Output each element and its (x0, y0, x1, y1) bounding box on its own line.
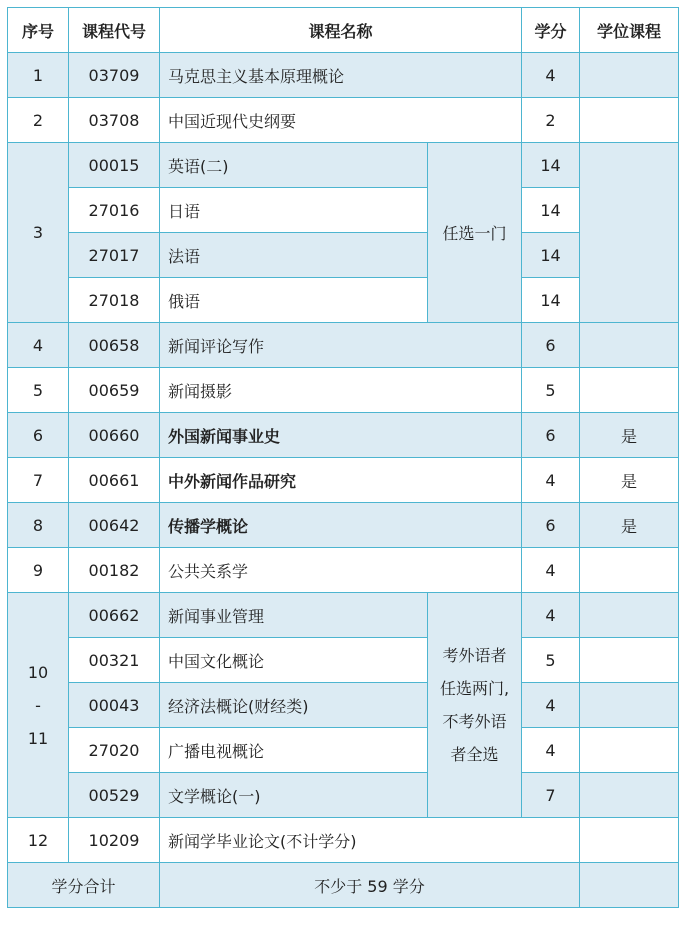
table-row (8, 53, 679, 98)
group10-note-line: 任选两门, (439, 679, 510, 698)
total-value: 不少于 59 学分 (160, 863, 580, 908)
group10-note (428, 593, 522, 818)
group10-note-line: 者全选 (450, 745, 499, 764)
row-course-name: 中国近现代史纲要 (160, 98, 522, 143)
row-code: 00658 (69, 323, 160, 368)
row-course-name: 新闻摄影 (160, 368, 522, 413)
row-credit: 4 (522, 593, 580, 638)
row-code: 27020 (69, 728, 160, 773)
header-degree: 学位课程 (580, 8, 679, 53)
row-degree (580, 728, 679, 773)
row-code: 00662 (69, 593, 160, 638)
row-no: 8 (8, 503, 69, 548)
row-no: 7 (8, 458, 69, 503)
row-course-name: 传播学概论 (160, 503, 522, 548)
row-code: 27017 (69, 233, 160, 278)
row-credit: 7 (522, 773, 580, 818)
row-credit: 14 (522, 233, 580, 278)
table-row (8, 458, 679, 503)
table-row (8, 143, 679, 188)
table-row (8, 233, 679, 278)
row-no: 3 (8, 143, 69, 323)
row-code: 00182 (69, 548, 160, 593)
group3-note: 任选一门 (428, 143, 522, 323)
row-degree (580, 143, 679, 323)
table-row (8, 368, 679, 413)
header-name: 课程名称 (160, 8, 522, 53)
row-no: 1 (8, 53, 69, 98)
row-code: 00660 (69, 413, 160, 458)
row-degree (580, 773, 679, 818)
row-credit: 6 (522, 413, 580, 458)
table-row (8, 773, 679, 818)
row-credit: 2 (522, 98, 580, 143)
table-row (8, 98, 679, 143)
group10-note-line: 考外语者 (442, 646, 507, 665)
row-no: 9 (8, 548, 69, 593)
row-code: 00642 (69, 503, 160, 548)
row-no: 12 (8, 818, 69, 863)
group10-note-line: 不考外语 (442, 712, 507, 731)
row-credit: 14 (522, 143, 580, 188)
row-credit: 14 (522, 278, 580, 323)
row-course-name: 外国新闻事业史 (160, 413, 522, 458)
header-row (8, 8, 679, 53)
row-course-name: 新闻学毕业论文(不计学分) (160, 818, 580, 863)
row-degree: 是 (580, 413, 679, 458)
row-code: 03708 (69, 98, 160, 143)
table-row (8, 818, 679, 863)
row-course-name: 新闻事业管理 (160, 593, 428, 638)
row-course-name: 广播电视概论 (160, 728, 428, 773)
table-row (8, 593, 679, 638)
table-row (8, 638, 679, 683)
row-degree (580, 323, 679, 368)
row-course-name: 文学概论(一) (160, 773, 428, 818)
course-table-container (7, 7, 679, 908)
row-credit: 4 (522, 728, 580, 773)
row-code: 00529 (69, 773, 160, 818)
row-credit: 4 (522, 458, 580, 503)
table-row (8, 683, 679, 728)
row-code: 00043 (69, 683, 160, 728)
course-table (7, 7, 679, 908)
row-course-name: 中外新闻作品研究 (160, 458, 522, 503)
table-row (8, 188, 679, 233)
row-course-name: 中国文化概论 (160, 638, 428, 683)
row-code: 27018 (69, 278, 160, 323)
row-degree (580, 368, 679, 413)
row-course-name: 新闻评论写作 (160, 323, 522, 368)
row-code: 00661 (69, 458, 160, 503)
row-credit: 4 (522, 683, 580, 728)
row-degree (580, 53, 679, 98)
row-course-name: 公共关系学 (160, 548, 522, 593)
row-course-name: 英语(二) (160, 143, 428, 188)
row-code: 03709 (69, 53, 160, 98)
row-code: 27016 (69, 188, 160, 233)
row-degree (580, 98, 679, 143)
row-credit: 4 (522, 53, 580, 98)
row-credit: 4 (522, 548, 580, 593)
row-credit: 6 (522, 503, 580, 548)
row-degree: 是 (580, 458, 679, 503)
group10-no-line: - (35, 695, 41, 715)
total-label: 学分合计 (8, 863, 160, 908)
row-code: 00015 (69, 143, 160, 188)
table-row (8, 323, 679, 368)
header-credit: 学分 (522, 8, 580, 53)
row-degree (580, 548, 679, 593)
row-credit: 6 (522, 323, 580, 368)
row-credit (580, 818, 679, 863)
group10-no-line: 11 (27, 728, 49, 748)
table-row (8, 548, 679, 593)
total-row (8, 863, 679, 908)
table-row (8, 413, 679, 458)
row-course-name: 经济法概论(财经类) (160, 683, 428, 728)
table-row (8, 728, 679, 773)
row-credit: 14 (522, 188, 580, 233)
row-no: 6 (8, 413, 69, 458)
row-credit: 5 (522, 368, 580, 413)
header-no: 序号 (8, 8, 69, 53)
row-degree (580, 593, 679, 638)
row-degree: 是 (580, 503, 679, 548)
row-degree (580, 683, 679, 728)
row-course-name: 日语 (160, 188, 428, 233)
table-row (8, 278, 679, 323)
row-credit: 5 (522, 638, 580, 683)
header-code: 课程代号 (69, 8, 160, 53)
table-row (8, 503, 679, 548)
group10-no (8, 593, 69, 818)
group10-no-line: 10 (27, 662, 49, 682)
row-code: 10209 (69, 818, 160, 863)
row-no: 4 (8, 323, 69, 368)
row-code: 00659 (69, 368, 160, 413)
row-course-name: 法语 (160, 233, 428, 278)
row-degree (580, 638, 679, 683)
row-course-name: 俄语 (160, 278, 428, 323)
total-empty (580, 863, 679, 908)
row-course-name: 马克思主义基本原理概论 (160, 53, 522, 98)
row-no: 5 (8, 368, 69, 413)
row-code: 00321 (69, 638, 160, 683)
row-no: 2 (8, 98, 69, 143)
